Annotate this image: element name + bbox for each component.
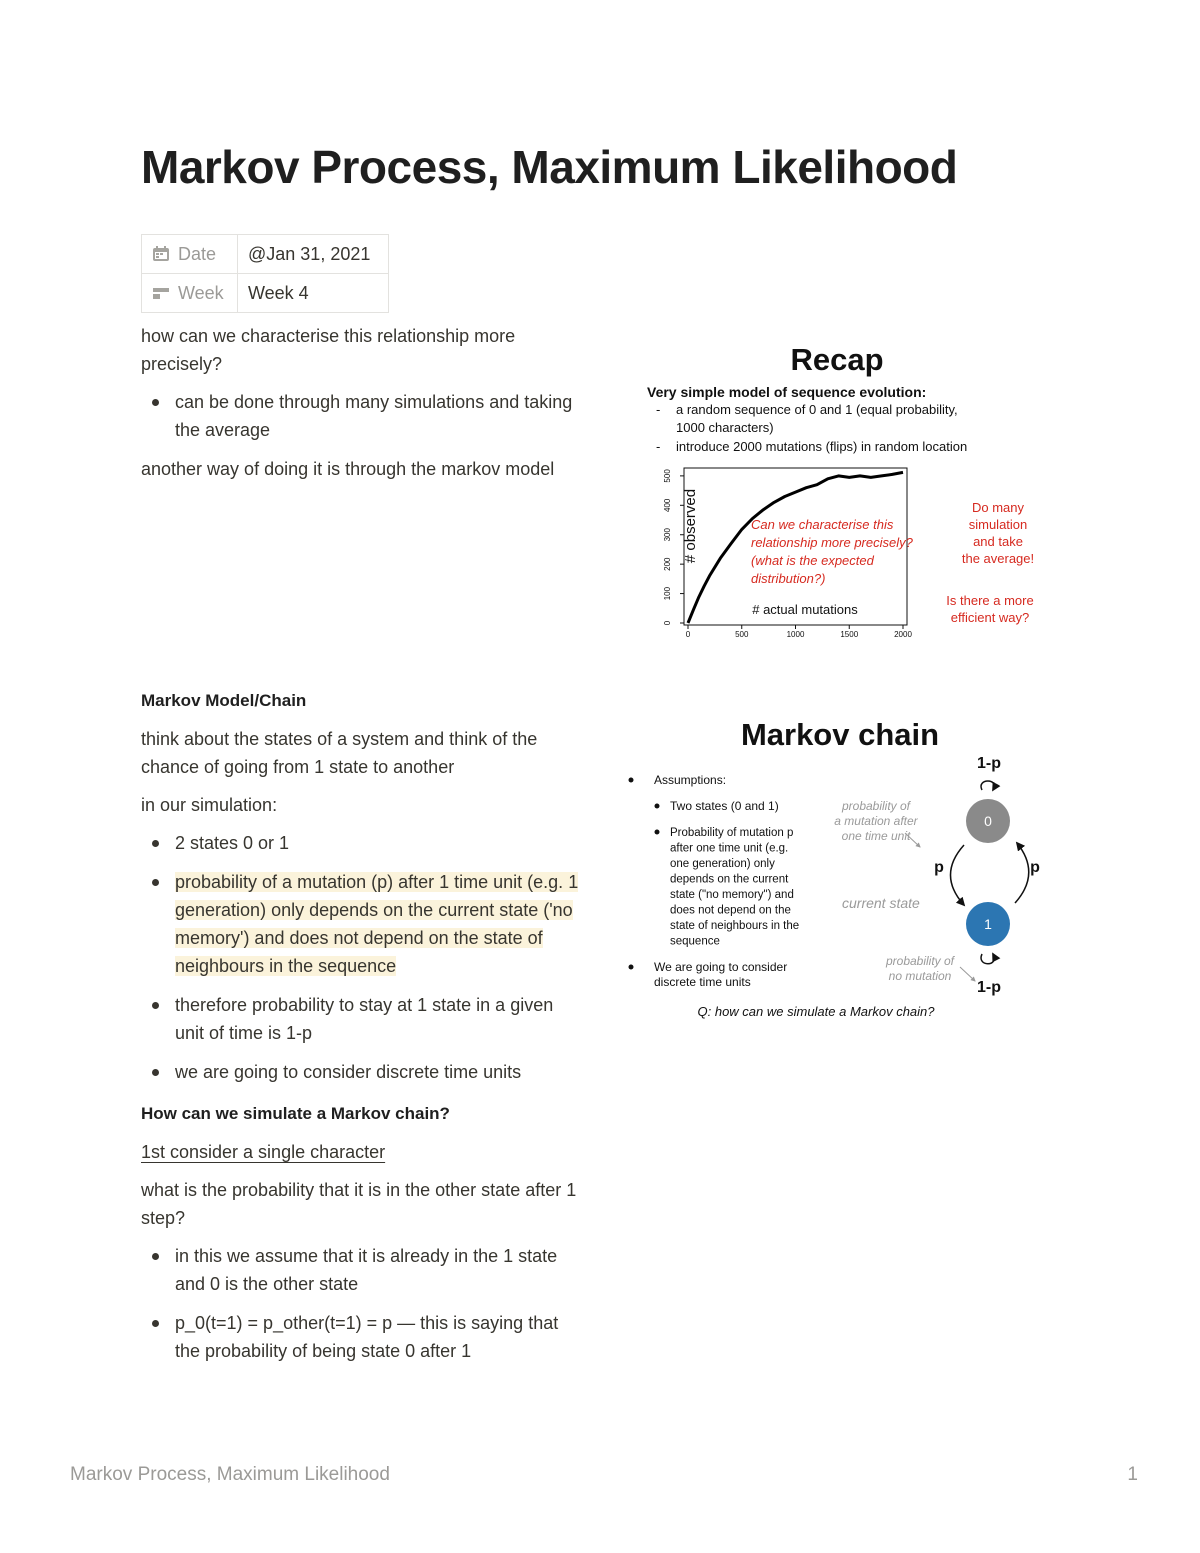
list-item: p_0(t=1) = p_other(t=1) = p — this is saying that the probability of being state 0 after 1 <box>141 1309 581 1365</box>
recap-dash: - <box>656 439 661 454</box>
x-tick-label: 500 <box>735 630 749 639</box>
notes-body <box>141 322 581 1376</box>
recap-dash: - <box>656 402 661 417</box>
property-row-date <box>142 235 389 274</box>
property-key-week <box>142 274 238 313</box>
chart-annotation: relationship more precisely? <box>751 535 913 550</box>
mutation-assumption-line: sequence <box>670 935 720 948</box>
transition-1-to-0 <box>1015 843 1029 903</box>
bullet-dot <box>655 804 660 809</box>
paragraph: think about the states of a system and think of the chance of going from 1 state to another <box>141 729 538 777</box>
mutation-assumption-line: depends on the current <box>670 873 789 886</box>
gray-note: a mutation after <box>834 814 918 828</box>
simulate-question: Q: how can we simulate a Markov chain? <box>697 1004 935 1019</box>
chart-annotation: (what is the expected <box>751 553 874 568</box>
bullet-dot <box>629 965 634 970</box>
bullet-dot <box>655 830 660 835</box>
page-title: Markov Process, Maximum Likelihood <box>141 141 958 193</box>
property-value-week[interactable]: Week 4 <box>238 274 389 313</box>
gray-note: probability of <box>841 799 911 813</box>
current-state-note: current state <box>842 895 920 911</box>
mutation-assumption-lines <box>670 827 799 948</box>
side-note: Is there a more <box>946 593 1034 608</box>
mutation-assumption-line: does not depend on the <box>670 904 791 917</box>
sub-bullet: Two states (0 and 1) <box>670 799 779 813</box>
assumptions-label: Assumptions: <box>654 773 727 787</box>
y-tick-label: 400 <box>663 498 672 512</box>
self-loop-0 <box>981 781 994 790</box>
gray-note: probability of <box>885 954 955 968</box>
y-tick-label: 500 <box>663 469 672 483</box>
paragraph: what is the probability that it is in the other state after 1 step? <box>141 1180 577 1228</box>
list-item: 2 states 0 or 1 <box>141 829 581 857</box>
bullet-2-line: We are going to consider <box>654 960 788 974</box>
property-label-week: Week <box>178 282 224 303</box>
label-1-p-top: 1-p <box>977 755 1001 772</box>
y-tick-label: 200 <box>663 557 672 571</box>
mutation-assumption-line: one generation) only <box>670 858 775 870</box>
side-note: and take <box>973 534 1023 549</box>
underlined-text: 1st consider a single character <box>141 1142 386 1162</box>
list-item: in this we assume that it is already in the 1 state and 0 is the other state <box>141 1242 581 1298</box>
y-tick-label: 300 <box>663 528 672 542</box>
highlighted-text: probability of a mutation (p) after 1 time unit (e.g. 1 generation) only depends on the current state ('no memory') and does not depend on the state of neighbours in the sequence <box>175 872 579 976</box>
property-key-date <box>142 235 238 274</box>
footer-title: Markov Process, Maximum Likelihood <box>70 1464 390 1485</box>
recap-subtitle: Very simple model of sequence evolution: <box>647 384 927 400</box>
side-note: simulation <box>968 517 1028 532</box>
x-tick-label: 0 <box>685 630 691 639</box>
markov-chain-slide-image <box>620 705 1060 1030</box>
mutation-assumption-line: state of neighbours in the <box>670 920 800 932</box>
mutation-assumption-line: state ("no memory") and <box>670 889 794 901</box>
y-axis-label: # observed <box>682 488 699 564</box>
recap-title: Recap <box>790 342 884 377</box>
list-item-highlighted <box>141 868 581 980</box>
label-1-p-bottom: 1-p <box>977 979 1001 996</box>
calendar-icon <box>152 246 170 262</box>
paragraph: another way of doing it is through the markov model <box>141 459 555 479</box>
side-note: efficient way? <box>950 610 1030 625</box>
properties-table <box>141 234 389 313</box>
bullet-dot <box>629 778 634 783</box>
recap-slide-svg <box>640 330 1060 640</box>
state-0-label: 0 <box>984 813 992 829</box>
list-item: therefore probability to stay at 1 state in a given unit of time is 1-p <box>141 991 581 1047</box>
mutation-assumption-line: Probability of mutation p <box>670 827 794 839</box>
x-tick-label: 1500 <box>840 630 859 639</box>
self-loop-1 <box>981 954 994 964</box>
bullet-list <box>141 1242 581 1365</box>
property-value-date[interactable]: @Jan 31, 2021 <box>238 235 389 274</box>
gray-note: one time unit <box>841 829 911 843</box>
list-item: can be done through many simulations and taking the average <box>141 388 581 444</box>
side-note: Do many <box>971 500 1025 515</box>
bullet-list <box>141 388 581 444</box>
label-p-right: p <box>1030 859 1040 876</box>
mutation-assumption-line: after one time unit (e.g. <box>670 842 789 855</box>
note-arrow <box>960 967 975 981</box>
y-tick-label: 0 <box>663 620 672 626</box>
y-tick-label: 100 <box>663 586 672 601</box>
markov-title: Markov chain <box>740 717 940 752</box>
heading-markov-model: Markov Model/Chain <box>141 691 307 710</box>
state-1-label: 1 <box>984 916 992 932</box>
x-axis-label: # actual mutations <box>752 602 858 617</box>
property-row-week <box>142 274 389 313</box>
gray-note: no mutation <box>888 969 952 983</box>
bullet-list <box>141 829 581 1086</box>
x-tick-label: 2000 <box>894 630 912 639</box>
recap-slide-image <box>640 330 1060 640</box>
paragraph: in our simulation: <box>141 795 278 815</box>
property-label-date: Date <box>178 243 217 264</box>
side-note: the average! <box>961 551 1035 566</box>
paragraph-underlined <box>141 1138 581 1166</box>
transition-0-to-1 <box>951 845 965 905</box>
recap-line: introduce 2000 mutations (flips) in random location <box>676 439 968 454</box>
recap-line: 1000 characters) <box>676 420 774 435</box>
markov-slide-svg <box>620 705 1060 1030</box>
list-item: we are going to consider discrete time units <box>141 1058 581 1086</box>
x-tick-label: 1000 <box>786 630 805 639</box>
paragraph: how can we characterise this relationship more precisely? <box>141 326 516 374</box>
chart-annotation: distribution?) <box>751 571 826 586</box>
recap-line: a random sequence of 0 and 1 (equal probability, <box>676 402 958 417</box>
bullet-2-line: discrete time units <box>654 975 751 989</box>
label-p-left: p <box>934 859 944 876</box>
heading-simulate: How can we simulate a Markov chain? <box>141 1104 450 1123</box>
page-number: 1 <box>1127 1464 1138 1485</box>
chart-annotation: Can we characterise this <box>751 517 894 532</box>
list-icon <box>152 285 170 301</box>
